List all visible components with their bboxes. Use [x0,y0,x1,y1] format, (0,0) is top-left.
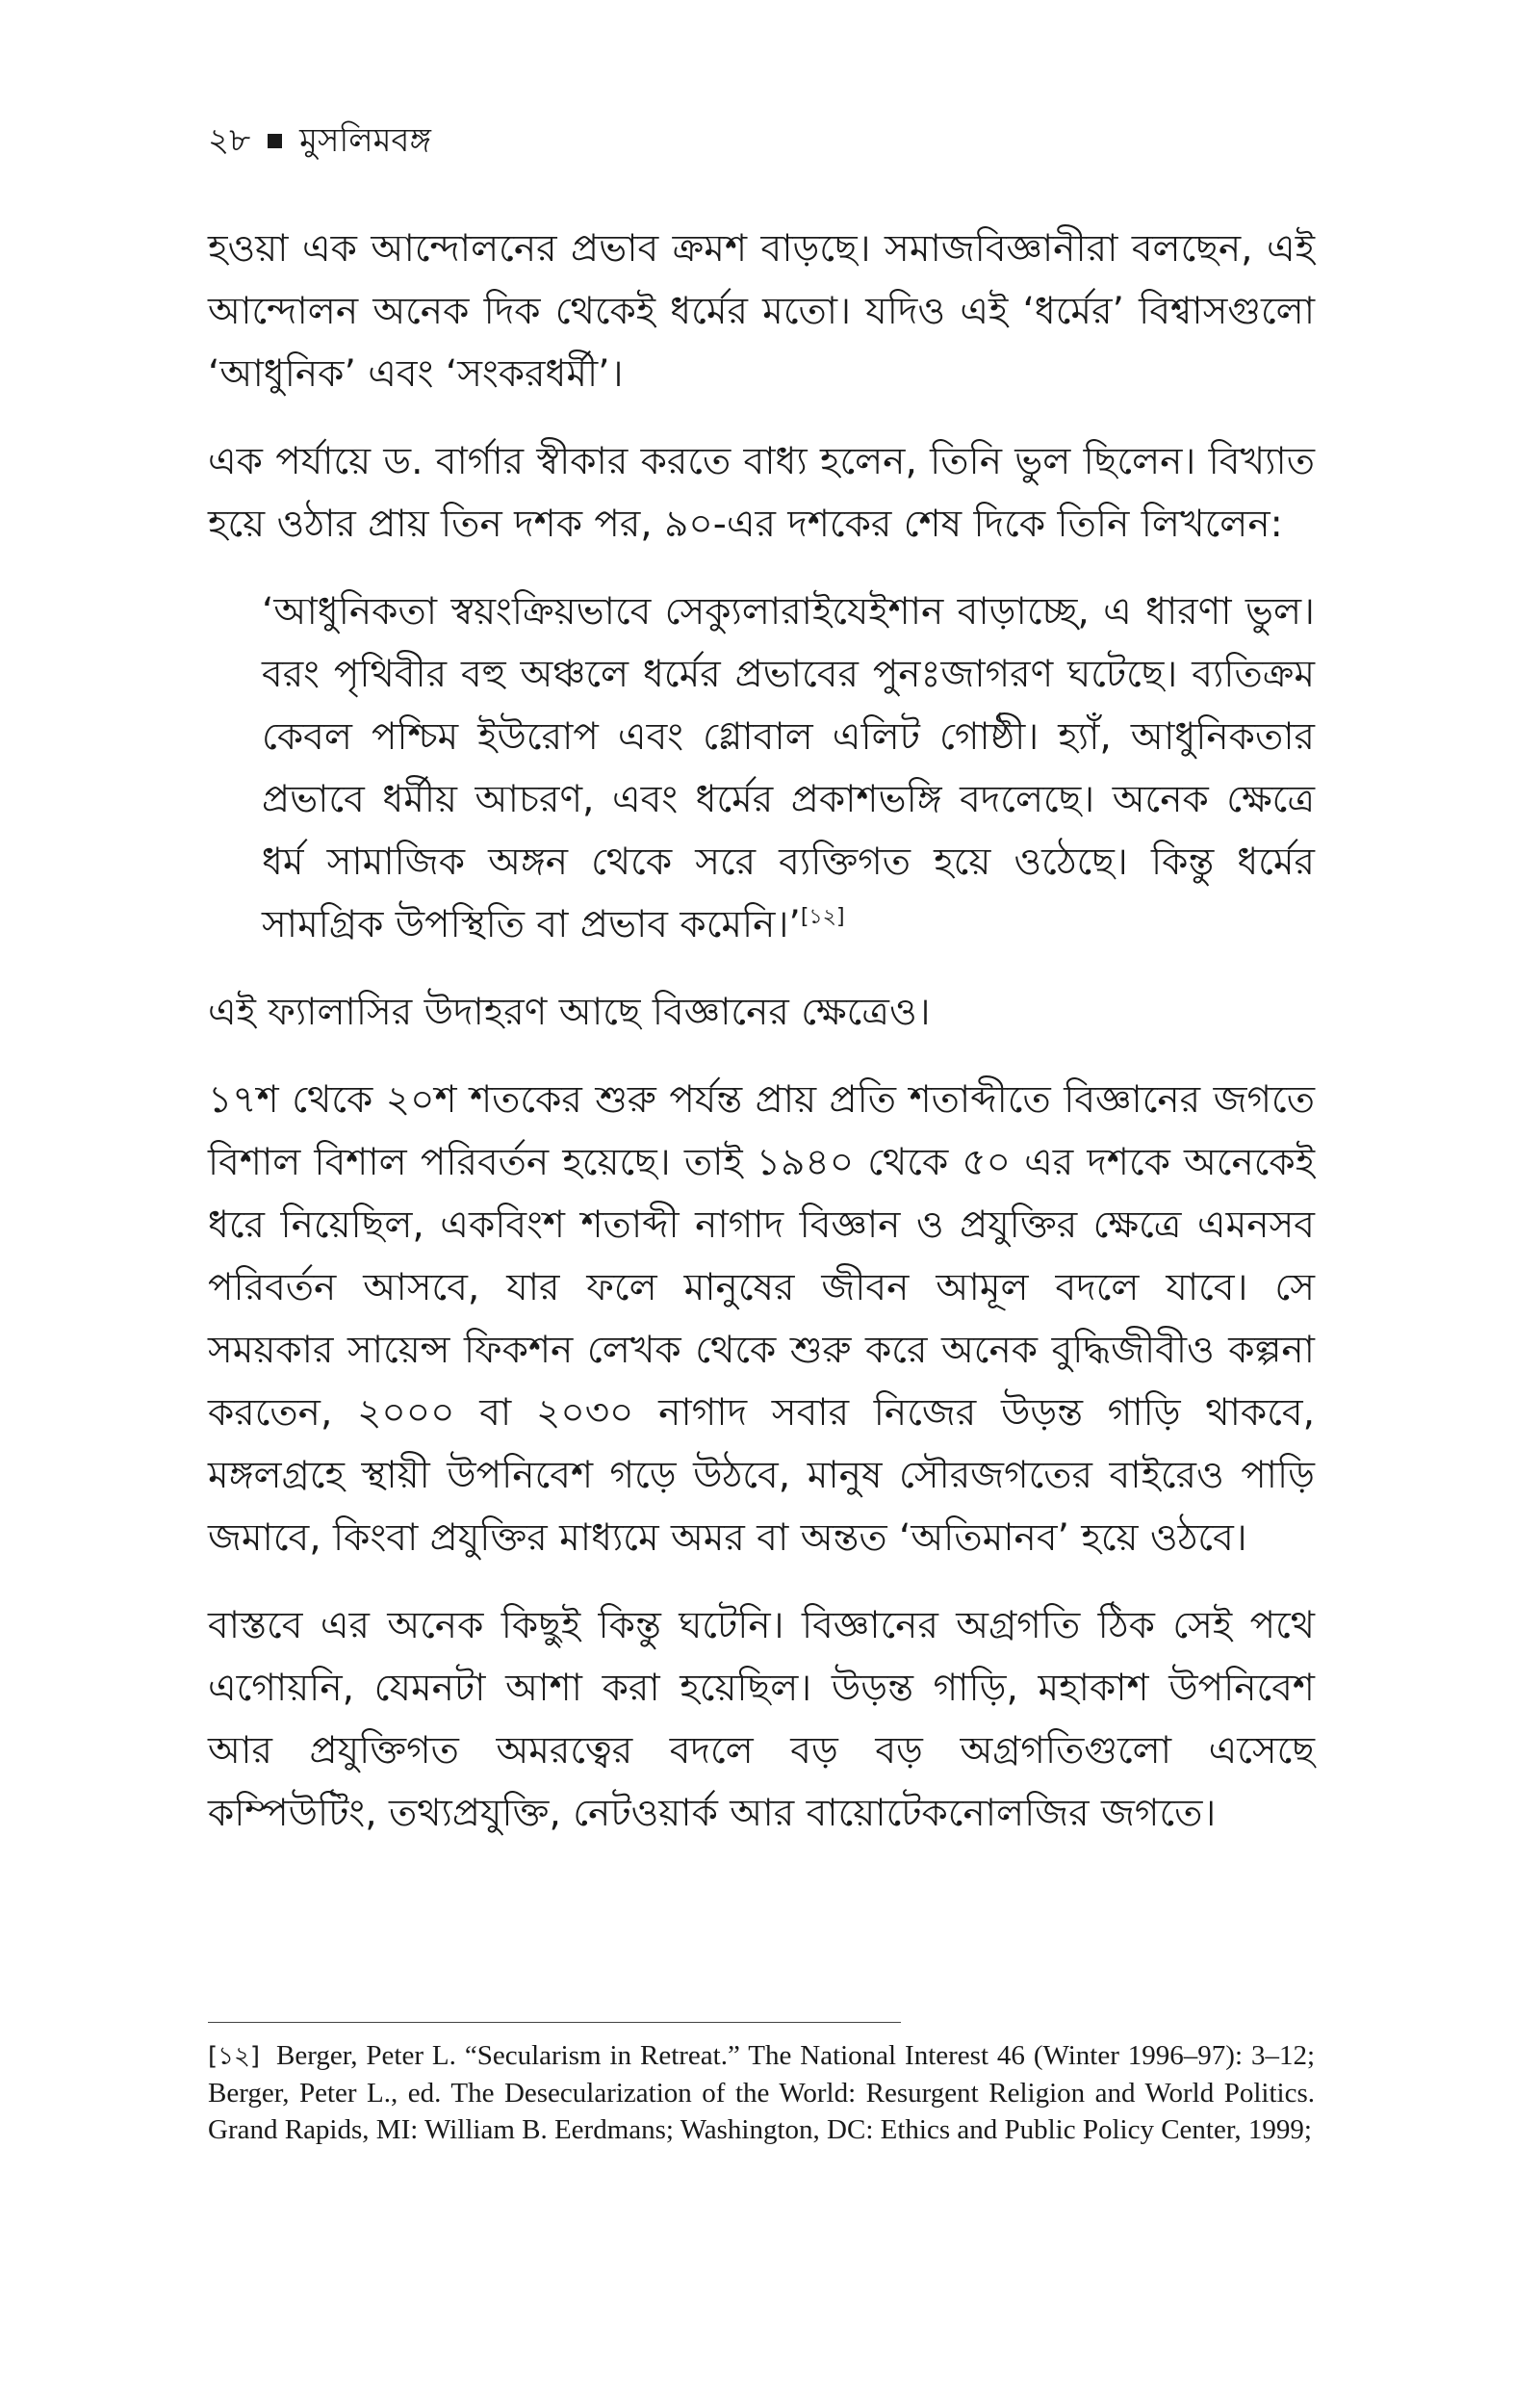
body-text [208,218,1315,1870]
black-square-icon [268,134,282,148]
footnote-text: Berger, Peter L. “Secularism in Retreat.” The National Interest 46 (Winter 1996–97): 3–12; Berger, Peter L., ed. The Desecularization of the World: Resurgent Religion and World Politics. Grand Rapids, MI: William B. Eerdmans; Washington, DC: Ethics and Public Policy Center, 1999; [208,2040,1316,2145]
footnote [208,2037,1315,2148]
running-header [208,119,431,162]
paragraph-1: হওয়া এক আন্দোলনের প্রভাব ক্রমশ বাড়ছে। সমাজবিজ্ঞানীরা বলছেন, এই আন্দোলন অনেক দিক থেকেই ধর্মের মতো। যদিও এই ‘ধর্মের’ বিশ্বাসগুলো ‘আধুনিক’ এবং ‘সংকরধর্মী’। [208,227,1315,396]
block-quote [208,581,1315,956]
quote-text: ‘আধুনিকতা স্বয়ংক্রিয়ভাবে সেক্যুলারাইযেইশান বাড়াচ্ছে, এ ধারণা ভুল। বরং পৃথিবীর বহু অঞ্চলে ধর্মের প্রভাবের পুনঃজাগরণ ঘটেছে। ব্যতিক্রম কেবল পশ্চিম ইউরোপ এবং গ্লোবাল এলিট গোষ্ঠী। হ্যাঁ, আধুনিকতার প্রভাবে ধর্মীয় আচরণ, এবং ধর্মের প্রকাশভঙ্গি বদলেছে। অনেক ক্ষেত্রে ধর্ম সামাজিক অঙ্গন থেকে সরে ব্যক্তিগত হয়ে ওঠেছে। কিন্তু ধর্মের সামগ্রিক উপস্থিতি বা প্রভাব কমেনি।’ [262,590,1315,946]
book-title: মুসলিমবঙ্গ [299,121,431,160]
page-number: ২৮ [208,121,251,160]
footnote-divider [208,2022,901,2023]
footnote-marker: [১২] [208,2042,261,2071]
paragraph-2: এক পর্যায়ে ড. বার্গার স্বীকার করতে বাধ্য হলেন, তিনি ভুল ছিলেন। বিখ্যাত হয়ে ওঠার প্রায় তিন দশক পর, ৯০-এর দশকের শেষ দিকে তিনি লিখলেন: [208,440,1315,546]
paragraph-4: ১৭শ থেকে ২০শ শতকের শুরু পর্যন্ত প্রায় প্রতি শতাব্দীতে বিজ্ঞানের জগতে বিশাল বিশাল পরিবর্তন হয়েছে। তাই ১৯৪০ থেকে ৫০ এর দশকে অনেকেই ধরে নিয়েছিল, একবিংশ শতাব্দী নাগাদ বিজ্ঞান ও প্রযুক্তির ক্ষেত্রে এমনসব পরিবর্তন আসবে, যার ফলে মানুষের জীবন আমূল বদলে যাবে। সে সময়কার সায়েন্স ফিকশন লেখক থেকে শুরু করে অনেক বুদ্ধিজীবীও কল্পনা করতেন, ২০০০ বা ২০৩০ নাগাদ সবার নিজের উড়ন্ত গাড়ি থাকবে, মঙ্গলগ্রহে স্থায়ী উপনিবেশ গড়ে উঠবে, মানুষ সৌরজগতের বাইরেও পাড়ি জমাবে, কিংবা প্রযুক্তির মাধ্যমে অমর বা অন্তত ‘অতিমানব’ হয়ে ওঠবে। [208,1078,1315,1560]
footnote-reference: [১২] [800,905,845,929]
paragraph-5: বাস্তবে এর অনেক কিছুই কিন্তু ঘটেনি। বিজ্ঞানের অগ্রগতি ঠিক সেই পথে এগোয়নি, যেমনটা আশা করা হয়েছিল। উড়ন্ত গাড়ি, মহাকাশ উপনিবেশ আর প্রযুক্তিগত অমরত্বের বদলে বড় বড় অগ্রগতিগুলো এসেছে কম্পিউটিং, তথ্যপ্রযুক্তি, নেটওয়ার্ক আর বায়োটেকনোলজির জগতে। [208,1604,1315,1835]
paragraph-3: এই ফ্যালাসির উদাহরণ আছে বিজ্ঞানের ক্ষেত্রেও। [208,991,931,1034]
